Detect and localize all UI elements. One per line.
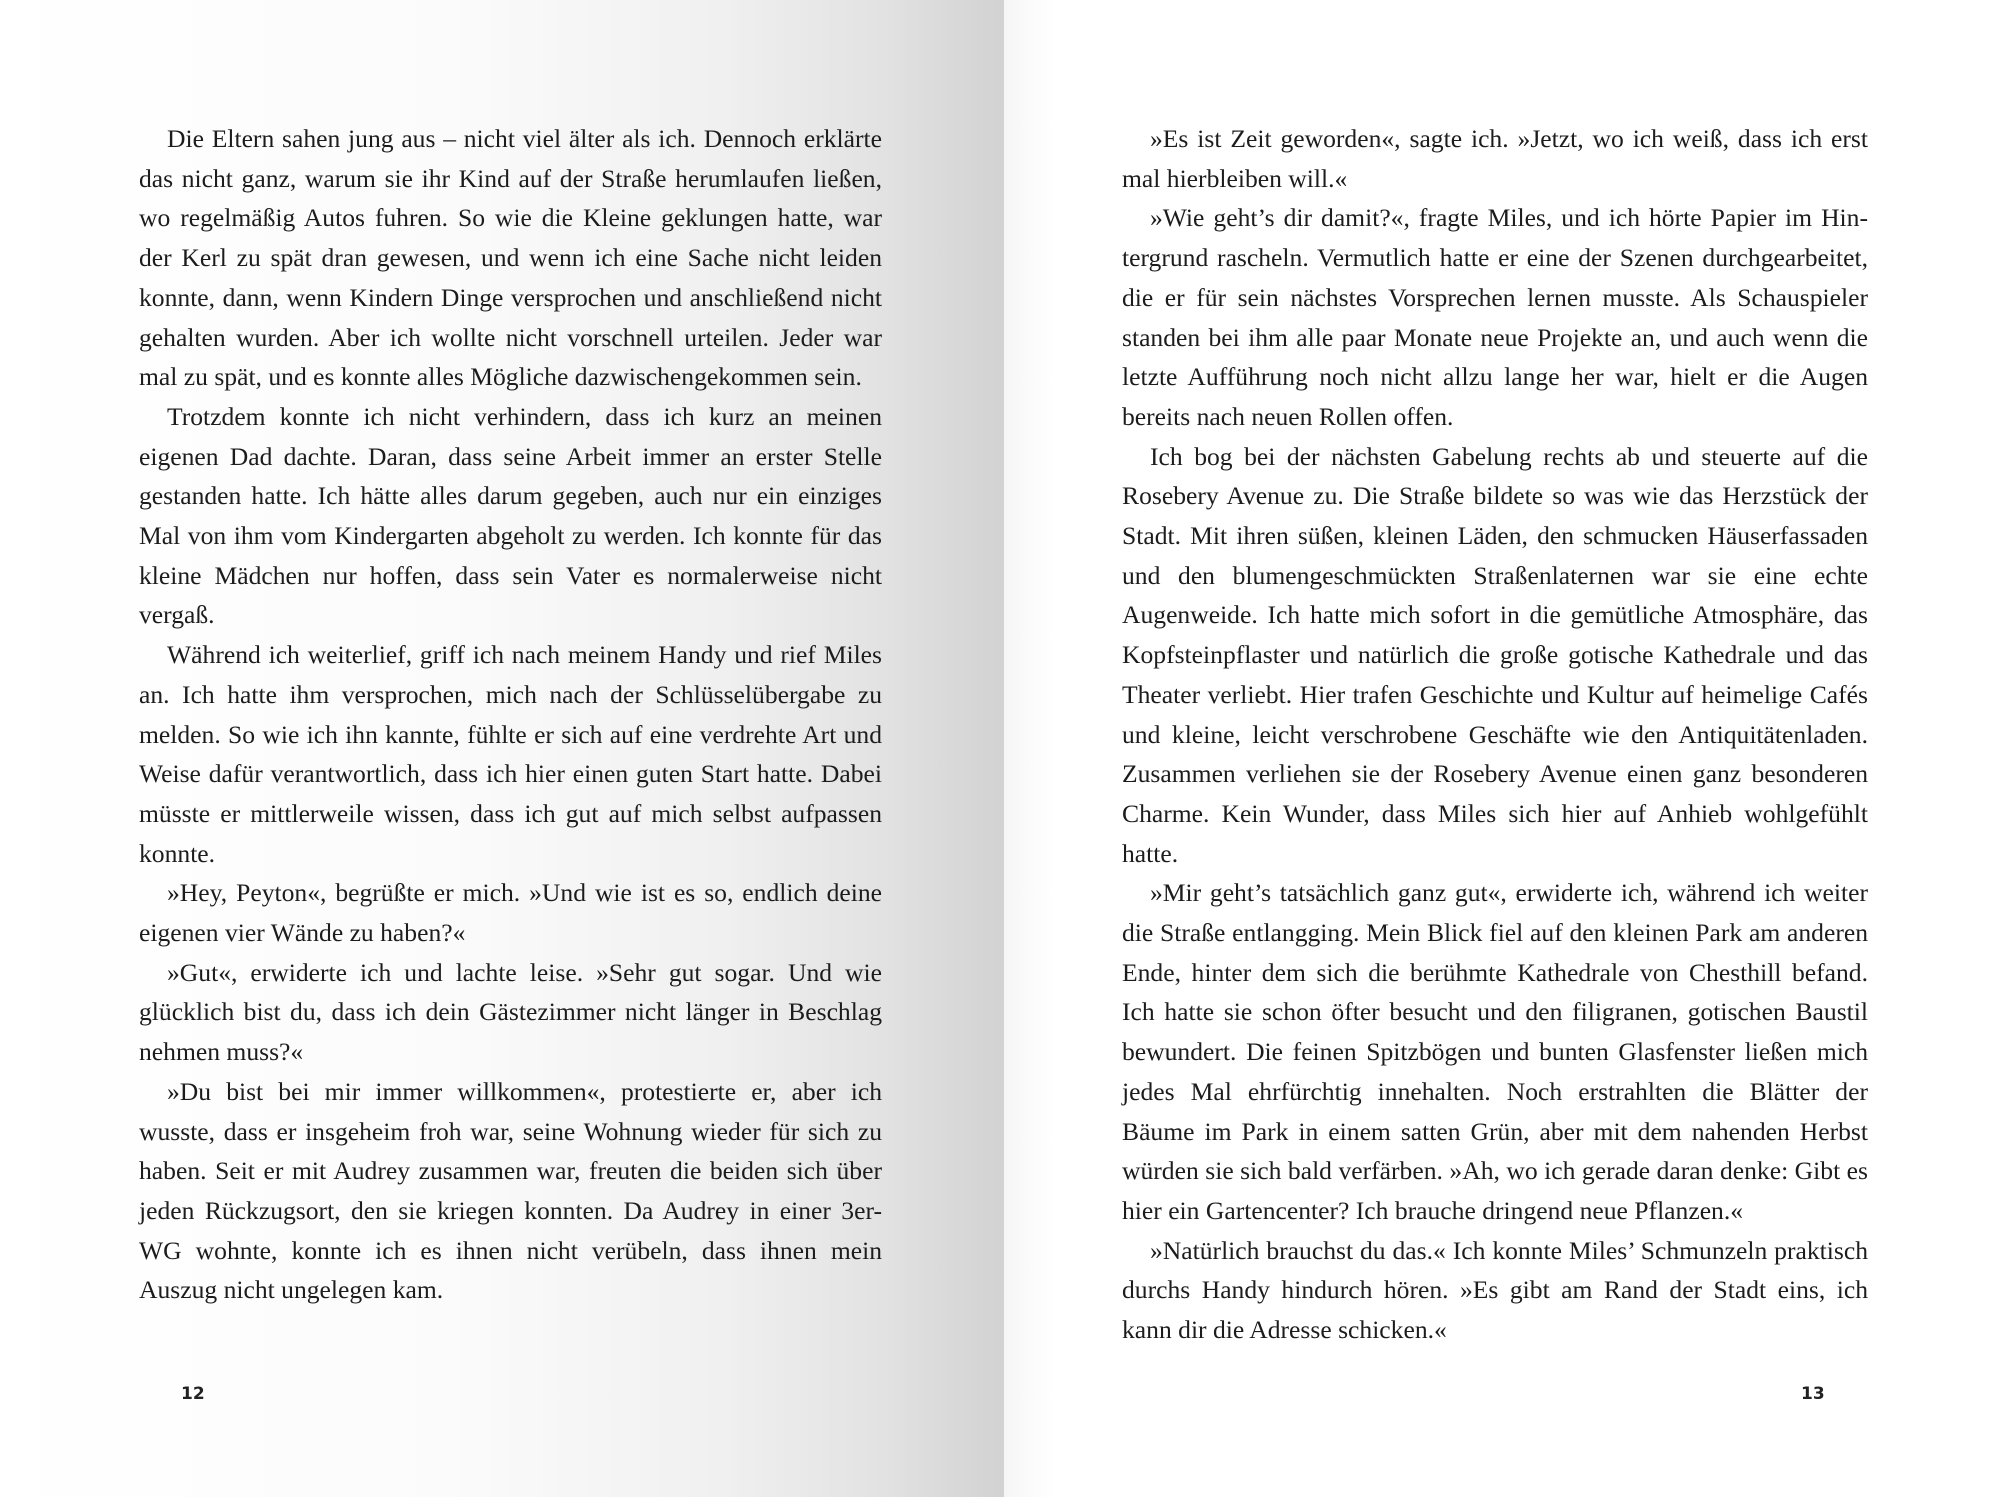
paragraph: »Mir geht’s tatsächlich ganz gut«, erwiderte ich, während ich weiter die Straße entlangging. Mein Blick fiel auf den kleinen Park am anderen Ende, hinter dem sich die berühmte Kathedrale von Chesthill befand. Ich hatte sie schon öfter besucht und den filigranen, gotischen Baustil bewundert. Die feinen Spitzbögen und bunten Glasfenster ließen mich jedes Mal ehrfürchtig innehalten. Noch erstrahlten die Blätter der Bäume im Park in einem satten Grün, aber mit dem nahenden Herbst würden sie sich bald verfärben. »Ah, wo ich gerade daran denke: Gibt es hier ein Gartencenter? Ich brauche dringend neue Pflanzen.«	[1122, 878, 1868, 1225]
page-number-left: 12	[181, 1384, 205, 1404]
paragraph: »Wie geht’s dir damit?«, fragte Miles, und ich hörte Papier im Hintergrund rascheln. Vermutlich hatte er eine der Szenen durchgearbeitet, die er für sein nächstes Vorsprechen lernen musste. Als Schauspieler standen bei ihm alle paar Monate neue Projekte an, und auch wenn die letzte Aufführung noch nicht allzu lange her war, hielt er die Augen bereits nach neuen Rollen offen.	[1122, 203, 1868, 431]
paragraph: »Du bist bei mir immer willkommen«, protestierte er, aber ich wusste, dass er insgeheim froh war, seine Wohnung wieder für sich zu haben. Seit er mit Audrey zusammen war, freuten die beiden sich über jeden Rückzugsort, den sie kriegen konnten. Da Audrey in einer 3er-WG wohnte, konnte ich es ihnen nicht verübeln, dass ihnen mein Auszug nicht ungelegen kam.	[139, 1076, 882, 1305]
right-page	[1004, 0, 2000, 1497]
paragraph: Die Eltern sahen jung aus – nicht viel älter als ich. Dennoch erklärte das nicht ganz, warum sie ihr Kind auf der Straße herumlaufen ließen, wo regelmäßig Autos fuhren. So wie die Kleine geklungen hatte, war der Kerl zu spät dran gewesen, und wenn ich eine Sache nicht leiden konnte, dann, wenn Kindern Dinge versprochen und anschließend nicht gehalten wurden. Aber ich wollte nicht vorschnell urteilen. Jeder war mal zu spät, und es konnte alles Mögliche dazwischengekommen sein.	[139, 124, 882, 392]
left-page-text	[139, 119, 882, 1310]
paragraph: Ich bog bei der nächsten Gabelung rechts ab und steuerte auf die Rosebery Avenue zu. Die Straße bildete so was wie das Herzstück der Stadt. Mit ihren süßen, kleinen Läden, den schmucken Häuserfassaden und den blumengeschmückten Straßenlaternen war sie eine echte Augenweide. Ich hatte mich sofort in die gemütliche Atmosphäre, das Kopfsteinpflaster und natürlich die große gotische Kathedrale und das Theater verliebt. Hier trafen Geschichte und Kultur auf heimelige Cafés und kleine, leicht verschrobene Geschäfte wie den Antiquitätenladen. Zusammen verliehen sie der Rosebery Avenue einen ganz besonderen Charme. Kein Wunder, dass Miles sich hier auf Anhieb wohlgefühlt hatte.	[1122, 441, 1868, 868]
paragraph: »Hey, Peyton«, begrüßte er mich. »Und wie ist es so, endlich deine eigenen vier Wände zu haben?«	[139, 878, 882, 948]
paragraph: Während ich weiterlief, griff ich nach meinem Handy und rief Miles an. Ich hatte ihm versprochen, mich nach der Schlüsselübergabe zu melden. So wie ich ihn kannte, fühlte er sich auf eine verdrehte Art und Weise dafür verantwortlich, dass ich hier einen guten Start hatte. Dabei müsste er mittlerweile wissen, dass ich gut auf mich selbst aufpassen konnte.	[139, 640, 882, 868]
right-page-text	[1122, 119, 1868, 1350]
paragraph: Trotzdem konnte ich nicht verhindern, dass ich kurz an meinen eigenen Dad dachte. Daran, dass seine Arbeit immer an erster Stelle gestanden hatte. Ich hätte alles darum gegeben, auch nur ein einziges Mal von ihm vom Kindergarten abgeholt zu werden. Ich konnte für das kleine Mädchen nur hoffen, dass sein Vater es normalerweise nicht vergaß.	[139, 401, 882, 630]
paragraph: »Natürlich brauchst du das.« Ich konnte Miles’ Schmunzeln praktisch durchs Handy hindurch hören. »Es gibt am Rand der Stadt eins, ich kann dir die Adresse schicken.«	[1122, 1235, 1868, 1345]
page-number-right: 13	[1801, 1384, 1825, 1404]
paragraph: »Gut«, erwiderte ich und lachte leise. »Sehr gut sogar. Und wie glücklich bist du, dass ich dein Gästezimmer nicht länger in Beschlag nehmen muss?«	[139, 957, 882, 1067]
paragraph: »Es ist Zeit geworden«, sagte ich. »Jetzt, wo ich weiß, dass ich erst mal hierbleiben will.«	[1122, 124, 1868, 193]
